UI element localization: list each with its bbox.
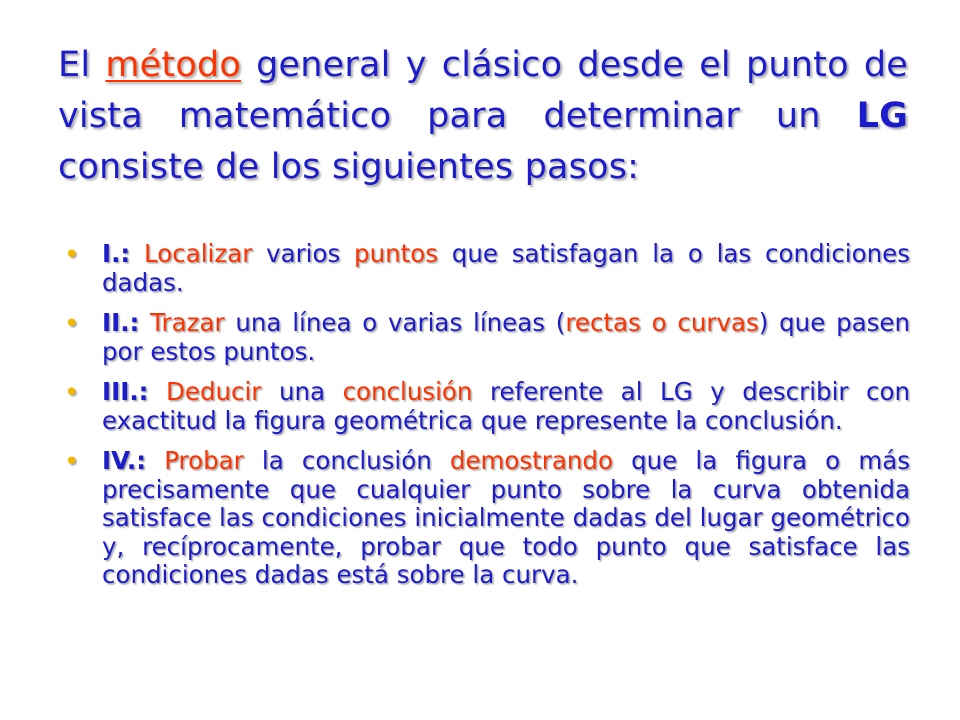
step-item-1 <box>62 240 910 297</box>
step-highlight: puntos <box>354 239 438 268</box>
step-highlight: Localizar <box>144 239 253 268</box>
step-highlight: rectas o curvas <box>565 308 759 337</box>
step-text: una <box>261 377 343 406</box>
step-highlight: Trazar <box>150 308 225 337</box>
bullet-icon: • <box>64 309 80 339</box>
step-item-3 <box>62 378 910 435</box>
step-text <box>139 308 150 337</box>
step-text: referente al LG y describir con exactitud la figura geométrica que represente la conclusión. <box>102 377 910 435</box>
step-item-4 <box>62 447 910 590</box>
step-text <box>130 239 144 268</box>
step-text <box>146 446 164 475</box>
step-text <box>148 377 166 406</box>
step-highlight: demostrando <box>449 446 613 475</box>
title-text-2: general y clásico desde el punto de vista matemático para determinar un <box>58 45 908 136</box>
step-text: la conclusión <box>243 446 450 475</box>
steps-list <box>62 240 910 602</box>
step-number: III.: <box>102 377 149 406</box>
step-text: que satisfagan la o las condiciones dadas. <box>102 239 910 297</box>
step-highlight: Probar <box>164 446 244 475</box>
step-highlight: conclusión <box>342 377 473 406</box>
title-lg-abbrev: LG <box>856 96 908 136</box>
step-highlight: Deducir <box>166 377 262 406</box>
title-text-3: consiste de los siguientes pasos: <box>58 147 640 187</box>
title-text-1: El <box>58 45 106 85</box>
step-number: IV.: <box>102 446 147 475</box>
metodo-link[interactable]: método <box>105 45 241 85</box>
step-text: varios <box>252 239 355 268</box>
step-text: ) que pasen por estos puntos. <box>102 308 911 366</box>
step-text: que la figura o más precisamente que cualquier punto sobre la curva obtenida satisface las condiciones inicialmente dadas del lugar geométrico y, recíprocamente, probar que todo punto que satisface las condiciones dadas está sobre la curva. <box>102 446 910 589</box>
step-item-2 <box>62 309 910 366</box>
bullet-icon: • <box>64 447 80 477</box>
slide-title <box>58 40 908 193</box>
step-number: II.: <box>102 308 140 337</box>
bullet-icon: • <box>64 240 80 270</box>
step-text: una línea o varias líneas ( <box>224 308 566 337</box>
step-number: I.: <box>102 239 131 268</box>
bullet-icon: • <box>64 378 80 408</box>
